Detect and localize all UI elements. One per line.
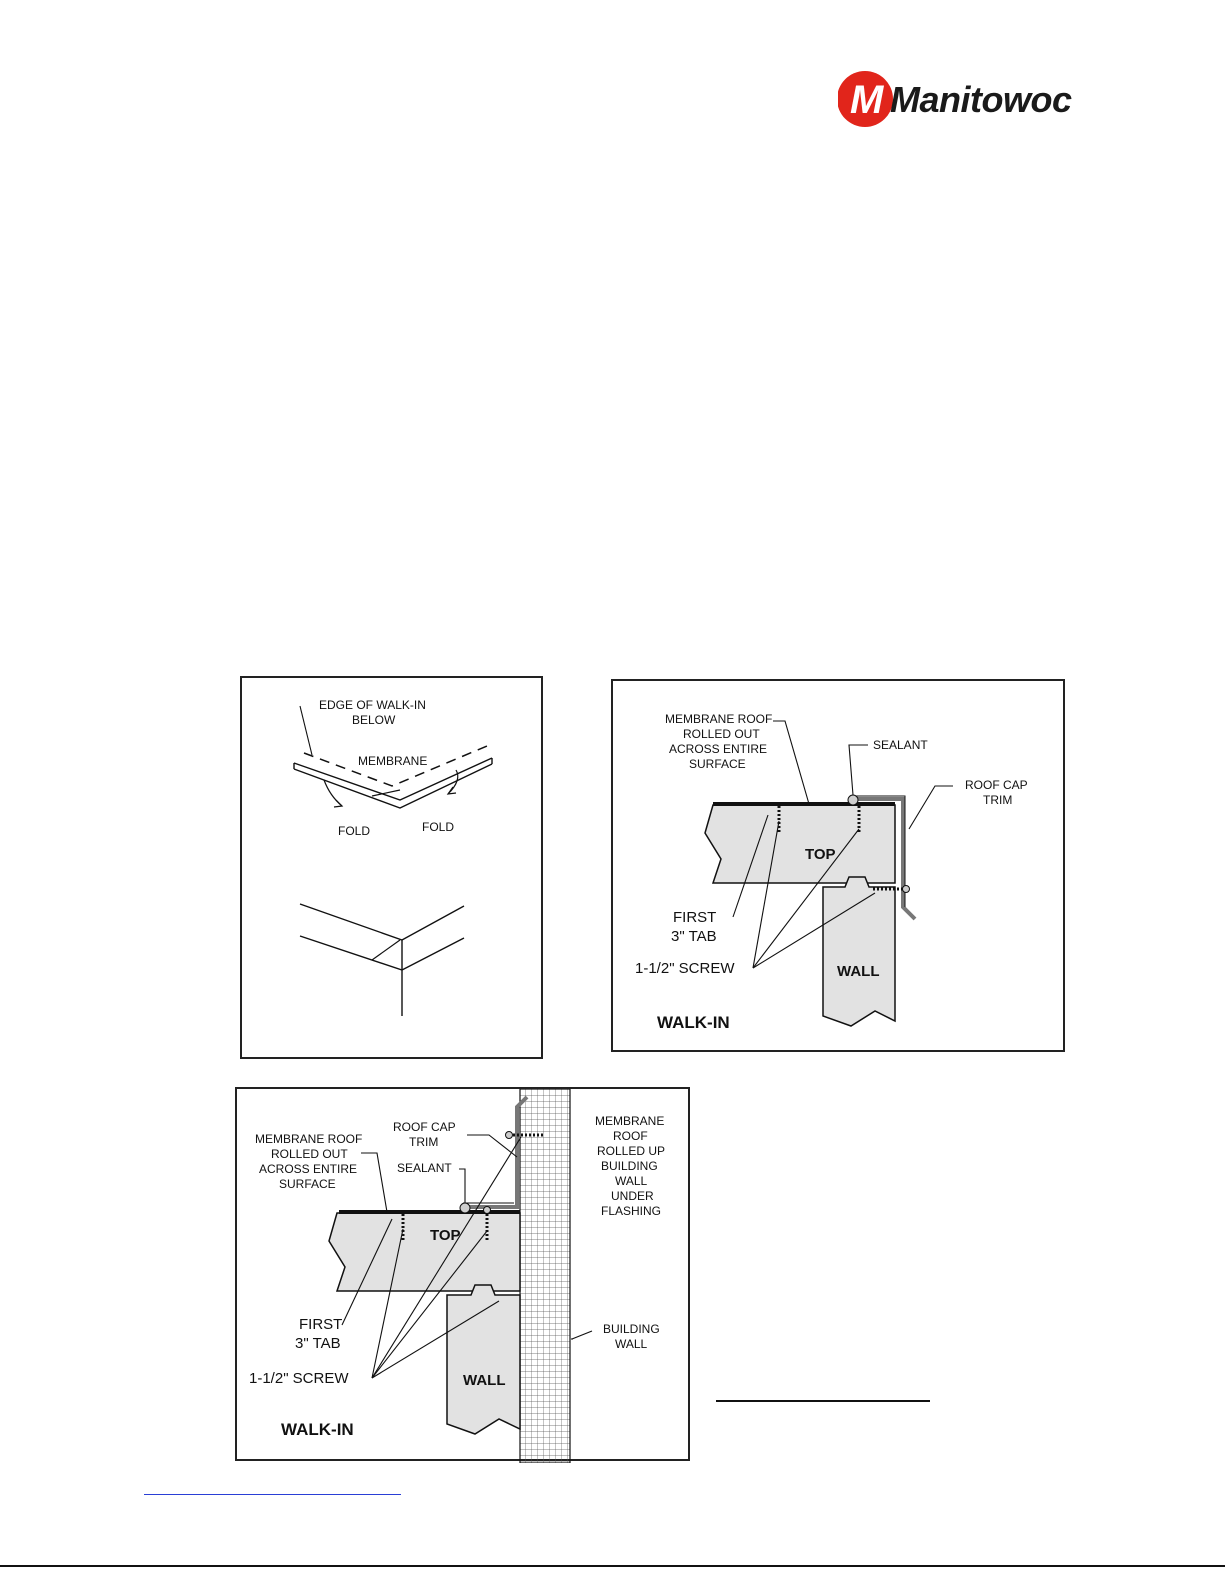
membrane-label-3: ACROSS ENTIRE <box>669 742 768 756</box>
roof-cap-label-2: TRIM <box>983 793 1013 807</box>
first-tab-label-2: 3" TAB <box>295 1335 341 1352</box>
wall-label: WALL <box>463 1372 506 1389</box>
membrane-up-label-4: BUILDING <box>601 1159 658 1173</box>
membrane-up-label-3: ROLLED UP <box>597 1144 666 1158</box>
membrane-up-label-6: UNDER <box>611 1189 654 1203</box>
walkin-label: WALK-IN <box>657 1013 730 1032</box>
fold-right-label: FOLD <box>422 820 455 834</box>
roof-cap-label-1: ROOF CAP <box>965 778 1028 792</box>
top-label: TOP <box>805 846 836 863</box>
membrane-label-3: ACROSS ENTIRE <box>259 1162 358 1176</box>
signature-line <box>716 1400 930 1402</box>
roof-cap-label-2: TRIM <box>409 1135 439 1149</box>
sealant-label: SEALANT <box>873 738 928 752</box>
figure-building-wall-edge <box>235 1087 690 1461</box>
svg-text:Manitowoc: Manitowoc <box>890 79 1072 120</box>
membrane-label-1: MEMBRANE ROOF <box>665 712 773 726</box>
membrane-label-2: ROLLED OUT <box>271 1147 348 1161</box>
membrane-up-label-5: WALL <box>615 1174 648 1188</box>
building-wall-label-1: BUILDING <box>603 1322 660 1336</box>
membrane-up-label-2: ROOF <box>613 1129 648 1143</box>
first-tab-label-2: 3" TAB <box>671 928 717 945</box>
screw-label: 1-1/2" SCREW <box>249 1370 349 1387</box>
first-tab-label-1: FIRST <box>299 1316 343 1333</box>
top-label: TOP <box>430 1227 461 1244</box>
membrane-label-2: ROLLED OUT <box>683 727 760 741</box>
figure-membrane-fold <box>240 676 543 1059</box>
membrane-label: MEMBRANE <box>358 754 428 768</box>
manitowoc-logo <box>838 66 1078 132</box>
wall-label: WALL <box>837 963 880 980</box>
membrane-label-4: SURFACE <box>689 757 746 771</box>
page-bottom-rule <box>0 1565 1225 1567</box>
svg-text:M: M <box>850 78 884 122</box>
membrane-up-label-7: FLASHING <box>601 1204 662 1218</box>
footer-link-underline[interactable] <box>144 1494 401 1495</box>
edge-label-1: EDGE OF WALK-IN <box>319 698 426 712</box>
membrane-up-label-1: MEMBRANE <box>595 1114 665 1128</box>
membrane-label-1: MEMBRANE ROOF <box>255 1132 363 1146</box>
screw-label: 1-1/2" SCREW <box>635 960 735 977</box>
roof-cap-label-1: ROOF CAP <box>393 1120 456 1134</box>
building-wall-label-2: WALL <box>615 1337 648 1351</box>
membrane-label-4: SURFACE <box>279 1177 336 1191</box>
sealant-label: SEALANT <box>397 1161 452 1175</box>
walkin-label: WALK-IN <box>281 1420 354 1439</box>
fold-left-label: FOLD <box>338 824 371 838</box>
edge-label-2: BELOW <box>352 713 396 727</box>
figure-roof-cap-edge <box>611 679 1065 1052</box>
first-tab-label-1: FIRST <box>673 909 717 926</box>
